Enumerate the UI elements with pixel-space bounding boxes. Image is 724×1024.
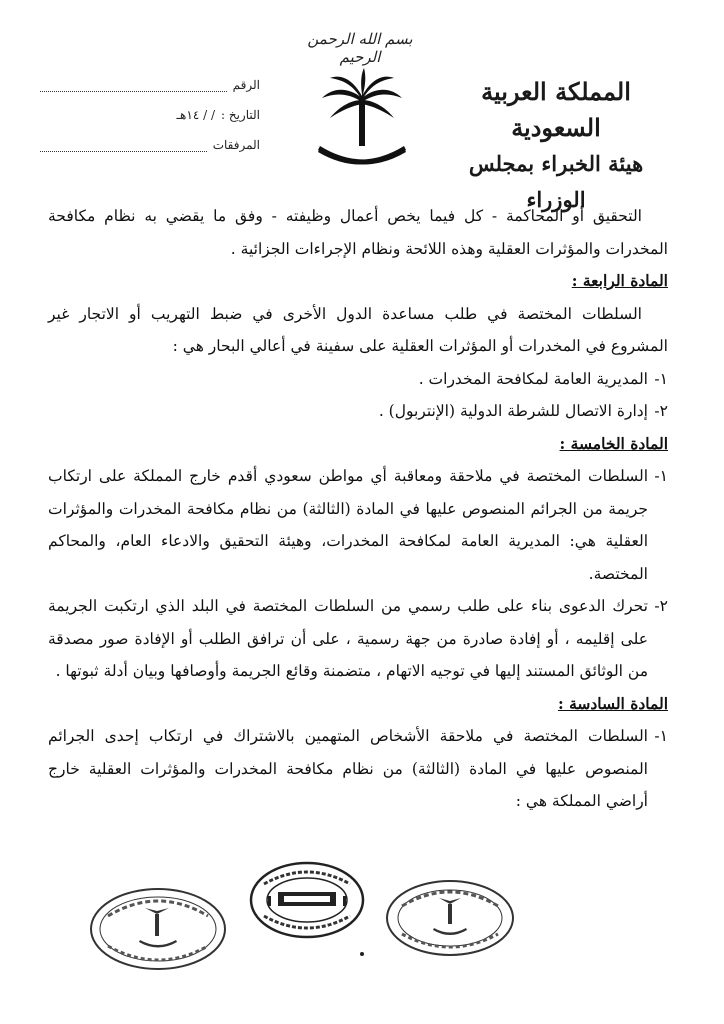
article-6-item-1 [48,720,668,818]
attachments-field [40,139,207,152]
article-4-text: السلطات المختصة في طلب مساعدة الدول الأخرى في ضبط التهريب أو الاتجار غير المشروع في المخدرات أو المؤثرات العقلية على سفينة في أعالي البحار هي : [48,304,668,355]
date-value: / / ١٤هـ [176,108,215,122]
paragraph-continuation: التحقيق أو المحاكمة - كل فيما يخص أعمال وظيفته - وفق ما يقضي به نظام مكافحة المخدرات والمؤثرات العقلية وهذه اللائحة ونظام الإجراءات الجزائية . [48,207,668,258]
item-text: السلطات المختصة في ملاحقة ومعاقبة أي مواطن سعودي أقدم خارج المملكة على ارتكاب جريمة من الجرائم المنصوص عليها في المادة (الثالثة) من نظام مكافحة المخدرات والمؤثرات العقلية هي: المديرية العامة لمكافحة المخدرات، وهيئة التحقيق والادعاء العام، والمحاكم المختصة. [48,467,648,583]
date-label: التاريخ : [220,108,260,122]
document-meta [40,70,260,160]
ref-label: الرقم [232,78,260,92]
article-4-heading: المادة الرابعة : [571,271,668,290]
org-line-1: المملكة العربية السعودية [481,77,631,142]
article-5-item-2 [48,590,668,688]
article-5-heading: المادة الخامسة : [559,433,668,453]
item-text: المديرية العامة لمكافحة المخدرات . [418,369,648,388]
left-stamp-icon [88,886,228,972]
item-text: إدارة الاتصال للشرطة الدولية (الإنتربول) . [378,402,648,420]
attachments-row [40,130,260,160]
item-number: ١- [654,727,668,745]
right-stamp-icon [384,878,516,958]
item-number: ١- [654,369,668,388]
article-4-item-2 [48,395,668,428]
center-stamp-icon [248,860,366,940]
basmala: بسم الله الرحمن الرحيم [307,30,413,66]
ref-row [40,70,260,100]
article-5-item-1 [48,460,668,590]
organization-header [436,74,676,218]
item-number: ٢- [654,597,668,615]
org-line-2: هيئة الخبراء بمجلس الوزراء [468,151,644,212]
article-6-heading: المادة السادسة : [557,693,668,713]
date-row [40,100,260,130]
item-text: السلطات المختصة في ملاحقة الأشخاص المتهمين بالاشتراك في ارتكاب إحدى الجرائم المنصوص عليها في المادة (الثالثة) من نظام مكافحة المخدرات والمؤثرات العقلية خارج أراضي المملكة هي : [48,727,648,810]
item-number: ٢- [654,402,668,420]
document-body [48,200,668,818]
page-dot [360,952,364,956]
article-4-item-1 [48,363,668,396]
item-number: ١- [654,467,668,485]
attachments-label: المرفقات [212,138,260,152]
ref-field [40,79,227,92]
stamps-area [0,850,724,1010]
saudi-emblem-icon [312,68,412,178]
item-text: تحرك الدعوى بناء على طلب رسمي من السلطات المختصة في البلد الذي ارتكبت الجريمة على إقليمه ، أو إفادة صادرة من جهة رسمية ، على أن ترافق الطلب أو الإفادة صور مصدقة من الوثائق المستند إليها في توجيه الاتهام ، متضمنة وقائع الجريمة وأوصافها وبيان أدلة ثبوتها . [48,597,648,680]
